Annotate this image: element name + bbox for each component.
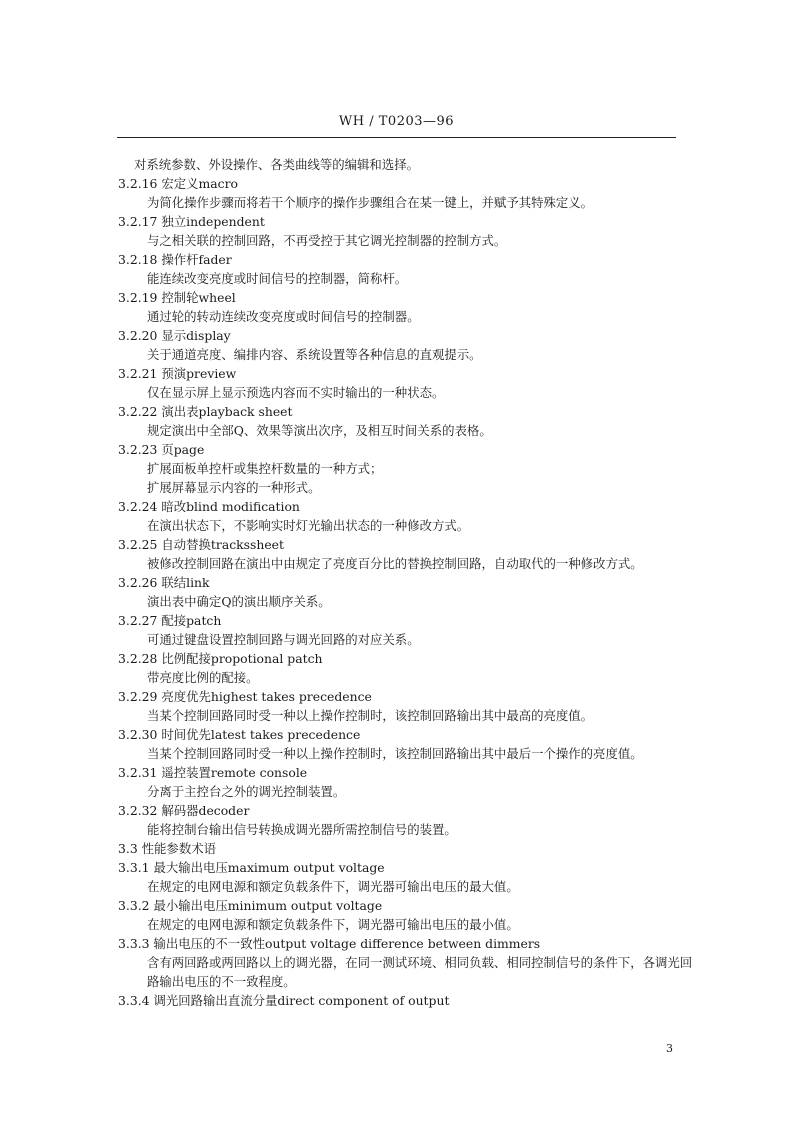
running-header: WH / T0203—96 xyxy=(338,114,455,129)
term-heading: 3.2.23 页page xyxy=(118,442,205,457)
term-definition: 带亮度比例的配接。 xyxy=(147,670,259,685)
term-definition: 通过轮的转动连续改变亮度或时间信号的控制器。 xyxy=(147,309,420,324)
term-heading: 3.3 性能参数术语 xyxy=(118,841,216,856)
term-heading: 3.2.25 自动替换trackssheet xyxy=(118,537,284,552)
term-definition: 扩展屏幕显示内容的一种形式。 xyxy=(147,480,321,495)
term-definition: 关于通道亮度、编排内容、系统设置等各种信息的直观提示。 xyxy=(147,347,482,362)
term-heading: 3.3.1 最大输出电压maximum output voltage xyxy=(118,860,385,875)
term-heading: 3.2.26 联结link xyxy=(118,575,210,590)
term-heading: 3.3.4 调光回路输出直流分量direct component of output xyxy=(118,993,450,1008)
term-definition: 在规定的电网电源和额定负载条件下，调光器可输出电压的最小值。 xyxy=(147,917,519,932)
term-definition: 能连续改变亮度或时间信号的控制器，简称杆。 xyxy=(147,271,408,286)
term-heading: 3.2.28 比例配接propotional patch xyxy=(118,651,323,666)
term-heading: 3.2.20 显示display xyxy=(118,328,231,343)
term-definition: 当某个控制回路同时受一种以上操作控制时，该控制回路输出其中最后一个操作的亮度值。 xyxy=(147,746,643,761)
header-rule xyxy=(117,137,676,138)
term-definition: 当某个控制回路同时受一种以上操作控制时，该控制回路输出其中最高的亮度值。 xyxy=(147,708,594,723)
term-definition: 在演出状态下，不影响实时灯光输出状态的一种修改方式。 xyxy=(147,518,470,533)
term-definition: 演出表中确定Q的演出顺序关系。 xyxy=(147,594,331,609)
page-number: 3 xyxy=(666,1042,673,1055)
document-body xyxy=(118,155,693,1010)
term-definition: 路输出电压的不一致程度。 xyxy=(147,974,296,989)
term-heading: 3.2.31 遥控装置remote console xyxy=(118,765,308,780)
term-definition: 分离于主控台之外的调光控制装置。 xyxy=(147,784,346,799)
term-definition: 为简化操作步骤而将若干个顺序的操作步骤组合在某一键上，并赋予其特殊定义。 xyxy=(147,195,594,210)
term-heading: 3.2.21 预演preview xyxy=(118,366,237,381)
term-definition: 规定演出中全部Q、效果等演出次序，及相互时间关系的表格。 xyxy=(147,423,492,438)
term-heading: 3.3.2 最小输出电压minimum output voltage xyxy=(118,898,383,913)
term-definition: 被修改控制回路在演出中由规定了亮度百分比的替换控制回路，自动取代的一种修改方式。 xyxy=(147,556,643,571)
term-definition: 仅在显示屏上显示预选内容而不实时输出的一种状态。 xyxy=(147,385,445,400)
term-definition: 能将控制台输出信号转换成调光器所需控制信号的装置。 xyxy=(147,822,457,837)
term-definition: 含有两回路或两回路以上的调光器，在同一测试环境、相同负载、相同控制信号的条件下，各调光回 xyxy=(147,955,693,970)
term-definition: 可通过键盘设置控制回路与调光回路的对应关系。 xyxy=(147,632,420,647)
term-definition: 与之相关联的控制回路，不再受控于其它调光控制器的控制方式。 xyxy=(147,233,507,248)
term-heading: 3.2.16 宏定义macro xyxy=(118,176,238,191)
term-definition: 对系统参数、外设操作、各类曲线等的编辑和选择。 xyxy=(134,157,419,172)
term-heading: 3.2.17 独立independent xyxy=(118,214,265,229)
term-heading: 3.2.24 暗改blind modification xyxy=(118,499,300,514)
term-heading: 3.2.19 控制轮wheel xyxy=(118,290,236,305)
term-heading: 3.2.29 亮度优先highest takes precedence xyxy=(118,689,372,704)
term-definition: 在规定的电网电源和额定负载条件下，调光器可输出电压的最大值。 xyxy=(147,879,519,894)
term-heading: 3.2.22 演出表playback sheet xyxy=(118,404,293,419)
term-heading: 3.2.18 操作杆fader xyxy=(118,252,232,267)
term-definition: 扩展面板单控杆或集控杆数量的一种方式； xyxy=(147,461,383,476)
term-heading: 3.3.3 输出电压的不一致性output voltage difference between dimmers xyxy=(118,936,541,951)
term-heading: 3.2.27 配接patch xyxy=(118,613,222,628)
term-heading: 3.2.30 时间优先latest takes precedence xyxy=(118,727,361,742)
term-heading: 3.2.32 解码器decoder xyxy=(118,803,250,818)
